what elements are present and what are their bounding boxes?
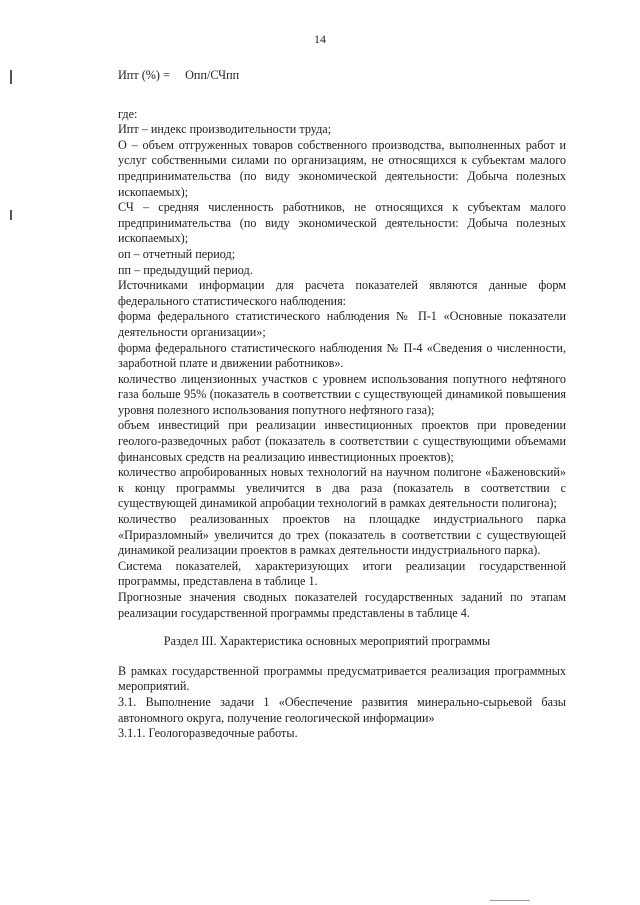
- document-body: [118, 68, 566, 742]
- paragraph: [88, 278, 566, 309]
- scan-edge-mark: [10, 70, 12, 84]
- paragraph: [88, 512, 566, 559]
- paragraph: [88, 590, 566, 621]
- paragraph: [88, 341, 566, 372]
- scan-footer-mark: [490, 900, 530, 901]
- paragraph: [88, 664, 566, 695]
- paragraph: [88, 695, 566, 726]
- paragraph-text: количество лицензионных участков с уровнем использования попутного нефтяного газа больше 95% (показатель в соответствии с существующей динамикой повышения уровня полезного использования попутного нефтяного газа);: [118, 371, 566, 417]
- paragraph-text: Источниками информации для расчета показателей являются данные форм федерального статистического наблюдения:: [118, 278, 566, 308]
- paragraph: 3.1.1. Геологоразведочные работы.: [118, 726, 298, 741]
- page-number: 14: [314, 32, 326, 46]
- paragraph: [88, 372, 566, 419]
- paragraph: где:: [118, 106, 138, 121]
- paragraph-text: форма федерального статистического наблюдения № П-1 «Основные показатели деятельности организации»;: [118, 309, 566, 339]
- paragraph-text: форма федерального статистического наблюдения № П-4 «Сведения о численности, заработной плате и движении работников».: [118, 340, 566, 371]
- formula-right: Опп/СЧпп: [185, 68, 240, 82]
- scan-edge-mark: [10, 210, 12, 220]
- paragraph-text: Система показателей, характеризующих итоги реализации государственной программы, представлена в таблице 1.: [118, 558, 566, 589]
- section-title: Раздел III. Характеристика основных мероприятий программы: [163, 634, 491, 649]
- paragraph-text: Прогнозные значения сводных показателей государственных заданий по этапам реализации государственной программы представлены в таблице 4.: [118, 590, 566, 620]
- formula-left: Ипт (%) =: [118, 68, 170, 82]
- paragraph: оп – отчетный период;: [118, 246, 236, 261]
- paragraph-text: 3.1. Выполнение задачи 1 «Обеспечение развития минерально-сырьевой базы автономного округа, получение геологической информации»: [118, 694, 566, 725]
- paragraph-text: В рамках государственной программы предусматривается реализация программных мероприятий.: [118, 663, 566, 694]
- paragraph: [88, 465, 566, 512]
- productivity-formula: [118, 68, 566, 84]
- paragraph: [88, 200, 566, 247]
- paragraph-text: количество апробированных новых технологий на научном полигоне «Баженовский» к концу программы увеличится в два раза (показатель в соответствии с существующей динамикой апробации технологий в рамках деятельности полигона);: [118, 465, 566, 511]
- paragraph-text: количество реализованных проектов на площадке индустриального парка «Приразломный» увеличится до трех (показатель в соответствии с существующей динамикой реализации проектов в рамках деятельности индустриального парка).: [118, 512, 566, 558]
- paragraph-text: О – объем отгруженных товаров собственного производства, выполненных работ и услуг собственными силами по организациям, не относящихся к субъектам малого предпринимательства (по виду экономической деятельности: Добыча полезных ископаемых);: [118, 137, 566, 199]
- paragraph: [88, 418, 566, 465]
- paragraph: [88, 309, 566, 340]
- paragraph-text: СЧ – средняя численность работников, не относящихся к субъектам малого предпринимательства (по виду экономической деятельности: Добыча полезных ископаемых);: [118, 200, 566, 246]
- paragraph: [88, 559, 566, 590]
- paragraph: Ипт – индекс производительности труда;: [118, 122, 332, 137]
- paragraph: пп – предыдущий период.: [118, 262, 253, 277]
- paragraph: [88, 138, 566, 200]
- paragraph-text: объем инвестиций при реализации инвестиционных проектов при проведении геолого-разведочных работ (показатель в соответствии с существующими объемами финансовых средств на реализацию инвестиционных проектов);: [118, 418, 566, 464]
